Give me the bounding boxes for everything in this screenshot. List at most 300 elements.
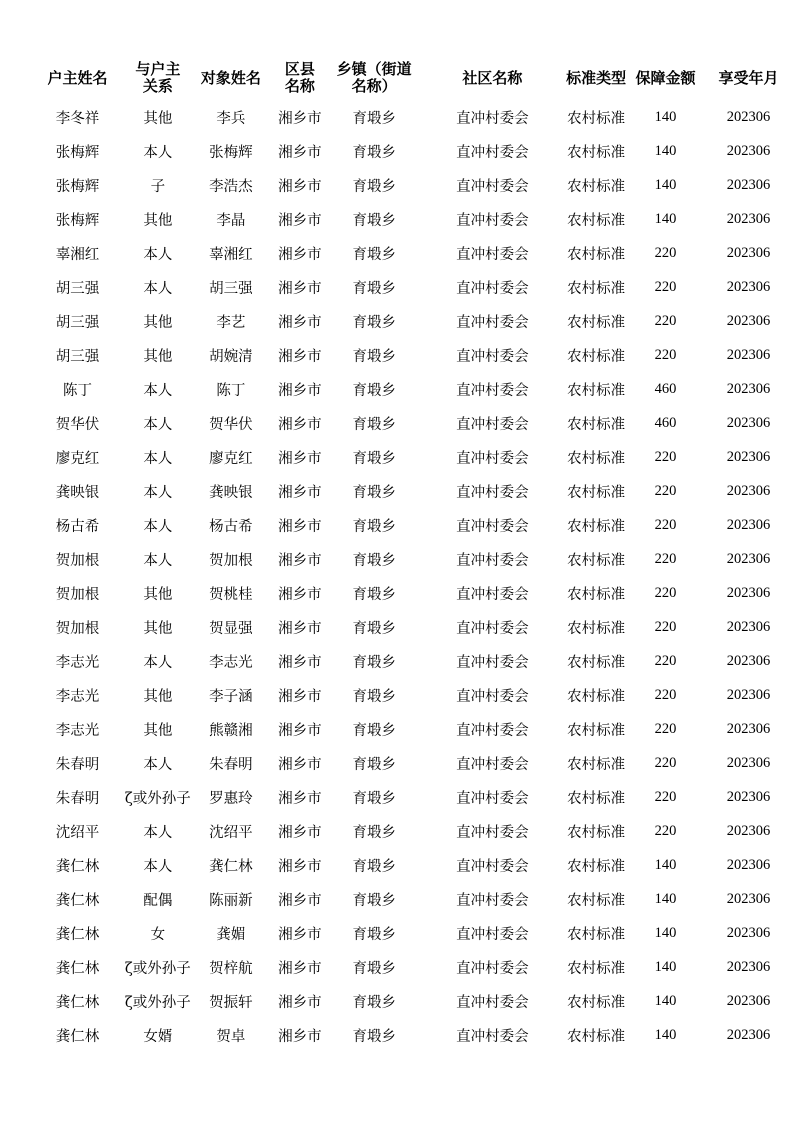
cell-township: 育塅乡: [352, 722, 396, 739]
table-row: [30, 1018, 793, 1052]
cell-community: 直冲村委会: [456, 688, 529, 705]
cell-household-head: 张梅辉: [55, 212, 100, 229]
cell-household-head: 廖克红: [55, 450, 100, 467]
cell-relation: ζ或外孙子: [124, 994, 191, 1011]
cell-household-head: 杨古希: [55, 518, 100, 535]
cell-community: 直冲村委会: [456, 552, 529, 569]
cell-county: 湘乡市: [278, 654, 322, 671]
table-row: [30, 848, 793, 882]
cell-township: 育塅乡: [352, 926, 396, 943]
cell-standard-type: 农村标准: [567, 246, 626, 263]
cell-township: 育塅乡: [352, 416, 396, 433]
table-row: [30, 576, 793, 610]
cell-standard-type: 农村标准: [567, 484, 626, 501]
cell-household-head: 李志光: [55, 688, 100, 705]
cell-township: 育塅乡: [352, 960, 396, 977]
cell-recipient-name: 李艺: [216, 314, 246, 331]
cell-standard-type: 农村标准: [567, 280, 626, 297]
cell-recipient-name: 张梅辉: [209, 144, 253, 161]
cell-amount: 140: [654, 1026, 677, 1043]
cell-amount: 220: [654, 550, 677, 567]
cell-standard-type: 农村标准: [567, 518, 626, 535]
cell-standard-type: 农村标准: [567, 178, 626, 195]
table-row: [30, 610, 793, 644]
cell-household-head: 龚仁林: [55, 960, 100, 977]
cell-standard-type: 农村标准: [567, 144, 626, 161]
cell-relation: 本人: [143, 144, 173, 161]
cell-community: 直冲村委会: [456, 586, 529, 603]
cell-recipient-name: 辜湘红: [209, 246, 253, 263]
header-row: [30, 56, 793, 100]
table-row: [30, 644, 793, 678]
cell-township: 育塅乡: [352, 824, 396, 841]
cell-township: 育塅乡: [352, 790, 396, 807]
table-row: [30, 678, 793, 712]
cell-community: 直冲村委会: [456, 620, 529, 637]
cell-household-head: 张梅辉: [55, 178, 100, 195]
table-row: [30, 508, 793, 542]
cell-amount: 220: [654, 482, 677, 499]
cell-recipient-name: 陈丁: [216, 382, 246, 399]
table-row: [30, 270, 793, 304]
cell-amount: 140: [654, 924, 677, 941]
cell-household-head: 胡三强: [55, 348, 100, 365]
cell-year-month: 202306: [726, 958, 771, 975]
header-community: [420, 56, 565, 100]
cell-recipient-name: 李志光: [209, 654, 253, 671]
cell-household-head: 辜湘红: [55, 246, 100, 263]
header-text: 名称）: [351, 77, 397, 95]
cell-household-head: 龚仁林: [55, 926, 100, 943]
cell-recipient-name: 贺桃桂: [209, 586, 253, 603]
cell-relation: 本人: [143, 484, 173, 501]
cell-amount: 220: [654, 448, 677, 465]
cell-household-head: 贺华伏: [55, 416, 100, 433]
cell-county: 湘乡市: [278, 246, 322, 263]
cell-household-head: 贺加根: [55, 620, 100, 637]
header-text: 标准类型: [566, 68, 627, 87]
cell-county: 湘乡市: [278, 552, 322, 569]
cell-year-month: 202306: [726, 686, 771, 703]
cell-community: 直冲村委会: [456, 654, 529, 671]
cell-community: 直冲村委会: [456, 960, 529, 977]
table-row: [30, 474, 793, 508]
cell-recipient-name: 胡三强: [209, 280, 253, 297]
cell-standard-type: 农村标准: [567, 926, 626, 943]
cell-relation: ζ或外孙子: [124, 790, 191, 807]
cell-relation: 其他: [143, 688, 173, 705]
cell-amount: 140: [654, 958, 677, 975]
cell-standard-type: 农村标准: [567, 212, 626, 229]
cell-amount: 140: [654, 142, 677, 159]
cell-community: 直冲村委会: [456, 178, 529, 195]
cell-county: 湘乡市: [278, 382, 322, 399]
cell-year-month: 202306: [726, 414, 771, 431]
cell-recipient-name: 罗惠玲: [209, 790, 253, 807]
cell-standard-type: 农村标准: [567, 790, 626, 807]
cell-county: 湘乡市: [278, 960, 322, 977]
cell-amount: 220: [654, 618, 677, 635]
cell-relation: 其他: [143, 314, 173, 331]
table-row: [30, 712, 793, 746]
cell-county: 湘乡市: [278, 212, 322, 229]
cell-year-month: 202306: [726, 176, 771, 193]
cell-township: 育塅乡: [352, 314, 396, 331]
cell-household-head: 李冬祥: [55, 110, 100, 127]
cell-standard-type: 农村标准: [567, 858, 626, 875]
cell-relation: ζ或外孙子: [124, 960, 191, 977]
cell-relation: 女: [150, 926, 166, 943]
cell-community: 直冲村委会: [456, 518, 529, 535]
cell-recipient-name: 李子涵: [209, 688, 253, 705]
cell-household-head: 陈丁: [62, 382, 92, 399]
cell-community: 直冲村委会: [456, 756, 529, 773]
cell-recipient-name: 贺加根: [209, 552, 253, 569]
table-row: [30, 950, 793, 984]
cell-county: 湘乡市: [278, 280, 322, 297]
cell-community: 直冲村委会: [456, 824, 529, 841]
cell-recipient-name: 李晶: [216, 212, 246, 229]
cell-household-head: 龚仁林: [55, 994, 100, 1011]
cell-amount: 220: [654, 312, 677, 329]
cell-standard-type: 农村标准: [567, 586, 626, 603]
cell-relation: 其他: [143, 722, 173, 739]
cell-relation: 本人: [143, 552, 173, 569]
header-text: 关系: [142, 77, 173, 95]
cell-relation: 本人: [143, 858, 173, 875]
cell-township: 育塅乡: [352, 586, 396, 603]
cell-township: 育塅乡: [352, 892, 396, 909]
cell-year-month: 202306: [726, 1026, 771, 1043]
cell-recipient-name: 胡婉清: [209, 348, 253, 365]
cell-community: 直冲村委会: [456, 1028, 529, 1045]
cell-household-head: 贺加根: [55, 586, 100, 603]
cell-standard-type: 农村标准: [567, 824, 626, 841]
cell-township: 育塅乡: [352, 382, 396, 399]
cell-relation: 本人: [143, 518, 173, 535]
table-row: [30, 882, 793, 916]
cell-amount: 140: [654, 108, 677, 125]
header-household-head: [30, 56, 125, 100]
cell-relation: 本人: [143, 280, 173, 297]
cell-county: 湘乡市: [278, 484, 322, 501]
cell-community: 直冲村委会: [456, 926, 529, 943]
cell-household-head: 李志光: [55, 722, 100, 739]
cell-year-month: 202306: [726, 856, 771, 873]
header-text: 对象姓名: [200, 68, 261, 87]
cell-year-month: 202306: [726, 516, 771, 533]
cell-community: 直冲村委会: [456, 994, 529, 1011]
cell-community: 直冲村委会: [456, 144, 529, 161]
cell-community: 直冲村委会: [456, 348, 529, 365]
table-row: [30, 780, 793, 814]
cell-amount: 140: [654, 210, 677, 227]
cell-year-month: 202306: [726, 890, 771, 907]
cell-standard-type: 农村标准: [567, 620, 626, 637]
cell-household-head: 胡三强: [55, 280, 100, 297]
cell-relation: 本人: [143, 450, 173, 467]
cell-county: 湘乡市: [278, 620, 322, 637]
cell-year-month: 202306: [726, 482, 771, 499]
cell-community: 直冲村委会: [456, 382, 529, 399]
cell-relation: 其他: [143, 586, 173, 603]
cell-standard-type: 农村标准: [567, 552, 626, 569]
header-recipient-name: [191, 56, 271, 100]
cell-amount: 220: [654, 754, 677, 771]
table-row: [30, 542, 793, 576]
cell-relation: 本人: [143, 382, 173, 399]
cell-relation: 其他: [143, 110, 173, 127]
cell-county: 湘乡市: [278, 144, 322, 161]
cell-amount: 220: [654, 346, 677, 363]
table-row: [30, 304, 793, 338]
cell-relation: 子: [150, 178, 166, 195]
cell-recipient-name: 龚映银: [209, 484, 253, 501]
cell-township: 育塅乡: [352, 450, 396, 467]
cell-year-month: 202306: [726, 550, 771, 567]
cell-amount: 220: [654, 788, 677, 805]
cell-township: 育塅乡: [352, 858, 396, 875]
cell-county: 湘乡市: [278, 586, 322, 603]
cell-recipient-name: 贺梓航: [209, 960, 253, 977]
cell-community: 直冲村委会: [456, 416, 529, 433]
header-text: 享受年月: [718, 68, 779, 87]
cell-community: 直冲村委会: [456, 314, 529, 331]
cell-recipient-name: 李兵: [216, 110, 246, 127]
cell-household-head: 龚仁林: [55, 858, 100, 875]
cell-county: 湘乡市: [278, 450, 322, 467]
cell-standard-type: 农村标准: [567, 892, 626, 909]
cell-county: 湘乡市: [278, 994, 322, 1011]
table-row: [30, 236, 793, 270]
cell-relation: 本人: [143, 654, 173, 671]
cell-recipient-name: 朱春明: [209, 756, 253, 773]
cell-amount: 140: [654, 176, 677, 193]
header-text: 保障金额: [635, 68, 696, 87]
header-township: [329, 56, 420, 100]
cell-recipient-name: 龚媚: [216, 926, 246, 943]
header-county: [271, 56, 329, 100]
cell-year-month: 202306: [726, 754, 771, 771]
header-relation: [125, 56, 191, 100]
cell-recipient-name: 沈绍平: [209, 824, 253, 841]
cell-household-head: 张梅辉: [55, 144, 100, 161]
cell-standard-type: 农村标准: [567, 382, 626, 399]
cell-county: 湘乡市: [278, 756, 322, 773]
header-amount: [627, 56, 704, 100]
cell-recipient-name: 龚仁林: [209, 858, 253, 875]
cell-county: 湘乡市: [278, 518, 322, 535]
cell-year-month: 202306: [726, 108, 771, 125]
cell-township: 育塅乡: [352, 212, 396, 229]
cell-recipient-name: 陈丽新: [209, 892, 253, 909]
header-text: 社区名称: [462, 68, 523, 87]
cell-household-head: 贺加根: [55, 552, 100, 569]
cell-amount: 220: [654, 516, 677, 533]
cell-recipient-name: 贺卓: [216, 1028, 246, 1045]
cell-township: 育塅乡: [352, 654, 396, 671]
table-row: [30, 916, 793, 950]
cell-household-head: 龚仁林: [55, 1028, 100, 1045]
cell-relation: 其他: [143, 348, 173, 365]
table-row: [30, 814, 793, 848]
cell-county: 湘乡市: [278, 790, 322, 807]
table-body: [30, 100, 793, 1052]
cell-amount: 140: [654, 992, 677, 1009]
cell-township: 育塅乡: [352, 246, 396, 263]
cell-county: 湘乡市: [278, 110, 322, 127]
cell-community: 直冲村委会: [456, 280, 529, 297]
cell-year-month: 202306: [726, 822, 771, 839]
cell-standard-type: 农村标准: [567, 688, 626, 705]
table-row: [30, 338, 793, 372]
cell-township: 育塅乡: [352, 280, 396, 297]
cell-standard-type: 农村标准: [567, 756, 626, 773]
cell-standard-type: 农村标准: [567, 994, 626, 1011]
cell-household-head: 朱春明: [55, 756, 100, 773]
cell-household-head: 胡三强: [55, 314, 100, 331]
table-row: [30, 984, 793, 1018]
table-row: [30, 202, 793, 236]
cell-township: 育塅乡: [352, 688, 396, 705]
cell-standard-type: 农村标准: [567, 416, 626, 433]
cell-household-head: 龚映银: [55, 484, 100, 501]
cell-community: 直冲村委会: [456, 246, 529, 263]
cell-township: 育塅乡: [352, 994, 396, 1011]
cell-township: 育塅乡: [352, 518, 396, 535]
cell-community: 直冲村委会: [456, 212, 529, 229]
cell-amount: 220: [654, 686, 677, 703]
cell-recipient-name: 熊赣湘: [209, 722, 253, 739]
cell-recipient-name: 廖克红: [209, 450, 253, 467]
cell-community: 直冲村委会: [456, 790, 529, 807]
cell-year-month: 202306: [726, 278, 771, 295]
cell-standard-type: 农村标准: [567, 450, 626, 467]
cell-county: 湘乡市: [278, 722, 322, 739]
cell-county: 湘乡市: [278, 892, 322, 909]
table-row: [30, 372, 793, 406]
cell-household-head: 沈绍平: [55, 824, 100, 841]
cell-amount: 140: [654, 890, 677, 907]
table-row: [30, 440, 793, 474]
header-text: 乡镇（街道: [336, 60, 412, 78]
cell-county: 湘乡市: [278, 1028, 322, 1045]
header-text: 户主姓名: [47, 68, 108, 87]
cell-county: 湘乡市: [278, 348, 322, 365]
cell-community: 直冲村委会: [456, 722, 529, 739]
cell-county: 湘乡市: [278, 688, 322, 705]
cell-household-head: 朱春明: [55, 790, 100, 807]
cell-amount: 460: [654, 380, 677, 397]
header-standard-type: [565, 56, 627, 100]
cell-year-month: 202306: [726, 312, 771, 329]
cell-year-month: 202306: [726, 142, 771, 159]
cell-year-month: 202306: [726, 720, 771, 737]
cell-standard-type: 农村标准: [567, 960, 626, 977]
header-text: 区县: [284, 60, 315, 78]
header-text: 名称: [284, 77, 315, 95]
cell-township: 育塅乡: [352, 484, 396, 501]
cell-year-month: 202306: [726, 448, 771, 465]
cell-township: 育塅乡: [352, 756, 396, 773]
cell-recipient-name: 贺华伏: [209, 416, 253, 433]
cell-county: 湘乡市: [278, 178, 322, 195]
cell-township: 育塅乡: [352, 144, 396, 161]
cell-community: 直冲村委会: [456, 450, 529, 467]
cell-year-month: 202306: [726, 584, 771, 601]
cell-community: 直冲村委会: [456, 484, 529, 501]
cell-community: 直冲村委会: [456, 858, 529, 875]
cell-amount: 460: [654, 414, 677, 431]
cell-amount: 220: [654, 720, 677, 737]
cell-household-head: 龚仁林: [55, 892, 100, 909]
cell-county: 湘乡市: [278, 926, 322, 943]
cell-relation: 本人: [143, 246, 173, 263]
cell-standard-type: 农村标准: [567, 1028, 626, 1045]
cell-county: 湘乡市: [278, 314, 322, 331]
cell-county: 湘乡市: [278, 858, 322, 875]
cell-relation: 其他: [143, 212, 173, 229]
cell-year-month: 202306: [726, 244, 771, 261]
cell-recipient-name: 贺振轩: [209, 994, 253, 1011]
cell-amount: 220: [654, 584, 677, 601]
cell-recipient-name: 李浩杰: [209, 178, 253, 195]
cell-township: 育塅乡: [352, 552, 396, 569]
cell-amount: 220: [654, 822, 677, 839]
table-row: [30, 406, 793, 440]
table-row: [30, 746, 793, 780]
cell-year-month: 202306: [726, 380, 771, 397]
cell-county: 湘乡市: [278, 416, 322, 433]
cell-township: 育塅乡: [352, 348, 396, 365]
header-year-month: [704, 56, 793, 100]
cell-standard-type: 农村标准: [567, 314, 626, 331]
cell-relation: 配偶: [143, 892, 173, 909]
cell-relation: 本人: [143, 824, 173, 841]
cell-year-month: 202306: [726, 346, 771, 363]
cell-amount: 220: [654, 278, 677, 295]
cell-standard-type: 农村标准: [567, 110, 626, 127]
cell-relation: 女婿: [143, 1028, 173, 1045]
cell-standard-type: 农村标准: [567, 348, 626, 365]
cell-household-head: 李志光: [55, 654, 100, 671]
cell-community: 直冲村委会: [456, 110, 529, 127]
cell-township: 育塅乡: [352, 178, 396, 195]
cell-year-month: 202306: [726, 652, 771, 669]
table-row: [30, 100, 793, 134]
cell-township: 育塅乡: [352, 1028, 396, 1045]
cell-year-month: 202306: [726, 924, 771, 941]
cell-amount: 140: [654, 856, 677, 873]
cell-standard-type: 农村标准: [567, 722, 626, 739]
cell-recipient-name: 贺显强: [209, 620, 253, 637]
cell-year-month: 202306: [726, 992, 771, 1009]
cell-county: 湘乡市: [278, 824, 322, 841]
cell-township: 育塅乡: [352, 110, 396, 127]
cell-year-month: 202306: [726, 788, 771, 805]
cell-relation: 本人: [143, 756, 173, 773]
cell-amount: 220: [654, 244, 677, 261]
table-row: [30, 168, 793, 202]
cell-amount: 220: [654, 652, 677, 669]
subsidy-roster-table: [30, 56, 793, 1052]
cell-township: 育塅乡: [352, 620, 396, 637]
table-row: [30, 134, 793, 168]
cell-recipient-name: 杨古希: [209, 518, 253, 535]
cell-relation: 其他: [143, 620, 173, 637]
cell-standard-type: 农村标准: [567, 654, 626, 671]
cell-year-month: 202306: [726, 618, 771, 635]
